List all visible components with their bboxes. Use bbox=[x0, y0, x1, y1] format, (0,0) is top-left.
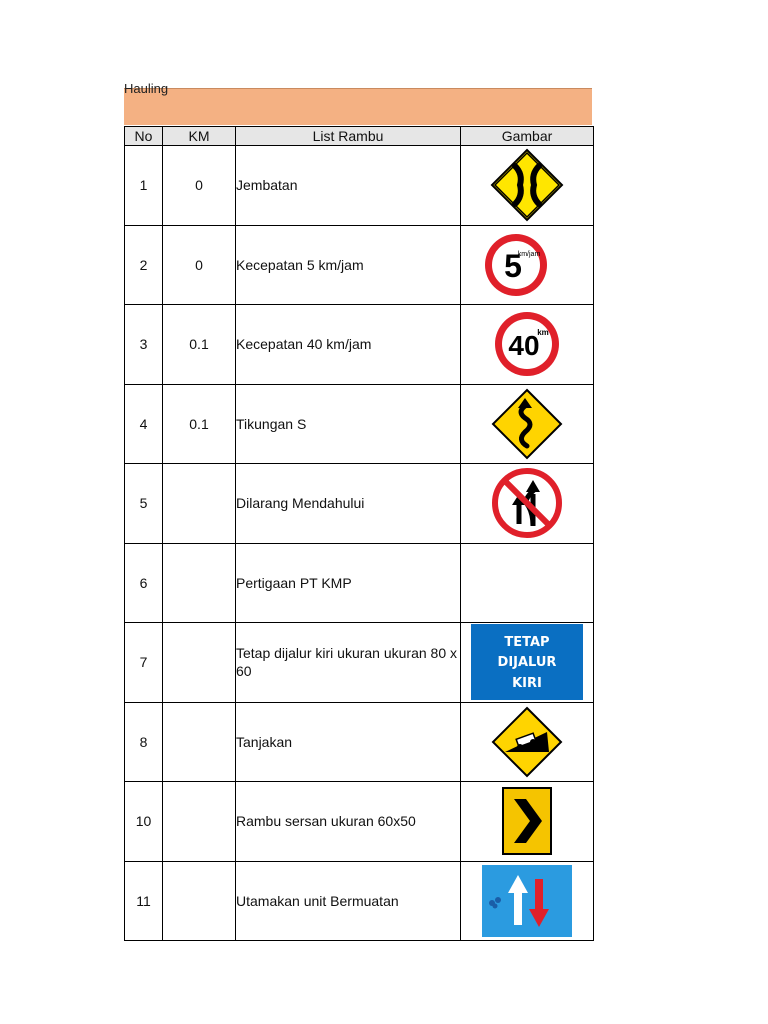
speed-value-text: 40 bbox=[508, 330, 540, 362]
row-km bbox=[163, 623, 236, 703]
row-rambu: Kecepatan 40 km/jam bbox=[236, 305, 461, 385]
row-km: 0 bbox=[163, 225, 236, 305]
row-km bbox=[163, 861, 236, 941]
sign-line-1: TETAP bbox=[504, 635, 550, 651]
table-row bbox=[125, 782, 594, 862]
row-gambar bbox=[461, 861, 594, 941]
row-no: 2 bbox=[125, 225, 163, 305]
row-no: 10 bbox=[125, 782, 163, 862]
row-rambu: Jembatan bbox=[236, 146, 461, 226]
sign-line-2: DIJALUR bbox=[497, 655, 557, 671]
row-rambu: Utamakan unit Bermuatan bbox=[236, 861, 461, 941]
table-row bbox=[125, 623, 594, 703]
table-row bbox=[125, 305, 594, 385]
row-km bbox=[163, 782, 236, 862]
row-gambar bbox=[461, 384, 594, 464]
chevron-right-sign-icon bbox=[502, 787, 552, 855]
row-km: 0 bbox=[163, 146, 236, 226]
row-gambar bbox=[461, 464, 594, 544]
speed-unit-text: km bbox=[537, 328, 549, 338]
table-row bbox=[125, 146, 594, 226]
row-rambu: Kecepatan 5 km/jam bbox=[236, 225, 461, 305]
speed-limit-5-sign-icon bbox=[483, 232, 549, 298]
row-no: 3 bbox=[125, 305, 163, 385]
row-no: 5 bbox=[125, 464, 163, 544]
speed-limit-40-sign-icon bbox=[493, 310, 561, 378]
row-gambar bbox=[461, 702, 594, 782]
row-km: 0.1 bbox=[163, 384, 236, 464]
row-rambu: Dilarang Mendahului bbox=[236, 464, 461, 544]
table-row bbox=[125, 464, 594, 544]
row-no: 8 bbox=[125, 702, 163, 782]
column-header-list-rambu: List Rambu bbox=[236, 127, 461, 146]
row-km bbox=[163, 543, 236, 623]
row-km bbox=[163, 464, 236, 544]
bridge-narrow-sign-icon bbox=[490, 148, 564, 222]
row-gambar bbox=[461, 623, 594, 703]
row-no: 4 bbox=[125, 384, 163, 464]
priority-loaded-unit-sign-icon bbox=[482, 865, 572, 937]
row-gambar-empty bbox=[461, 543, 594, 623]
row-no: 1 bbox=[125, 146, 163, 226]
row-rambu: Pertigaan PT KMP bbox=[236, 543, 461, 623]
section-header-label: Hauling bbox=[124, 81, 169, 96]
sign-line-3: KIRI bbox=[512, 676, 542, 692]
row-km: 0.1 bbox=[163, 305, 236, 385]
column-header-km: KM bbox=[163, 127, 236, 146]
row-gambar bbox=[461, 782, 594, 862]
table-row bbox=[125, 861, 594, 941]
column-header-gambar: Gambar bbox=[461, 127, 594, 146]
row-no: 7 bbox=[125, 623, 163, 703]
speed-value-text: 5 bbox=[504, 247, 522, 284]
row-no: 11 bbox=[125, 861, 163, 941]
no-overtaking-sign-icon bbox=[492, 468, 562, 538]
section-header-band bbox=[124, 81, 592, 125]
row-rambu: Tikungan S bbox=[236, 384, 461, 464]
table-row bbox=[125, 543, 594, 623]
row-km bbox=[163, 702, 236, 782]
table-row bbox=[125, 702, 594, 782]
row-rambu: Rambu sersan ukuran 60x50 bbox=[236, 782, 461, 862]
table-row bbox=[125, 384, 594, 464]
row-gambar bbox=[461, 225, 594, 305]
row-rambu: Tetap dijalur kiri ukuran ukuran 80 x 60 bbox=[236, 623, 461, 703]
row-gambar bbox=[461, 305, 594, 385]
column-header-no: No bbox=[125, 127, 163, 146]
row-gambar bbox=[461, 146, 594, 226]
table-row bbox=[125, 225, 594, 305]
keep-left-lane-sign-icon bbox=[471, 624, 583, 700]
row-rambu: Tanjakan bbox=[236, 702, 461, 782]
row-no: 6 bbox=[125, 543, 163, 623]
table-header-row bbox=[125, 127, 594, 146]
uphill-slope-sign-icon bbox=[491, 706, 563, 778]
winding-road-sign-icon bbox=[491, 388, 563, 460]
speed-unit-text: km/jam bbox=[517, 250, 541, 258]
road-sign-table bbox=[124, 126, 594, 941]
